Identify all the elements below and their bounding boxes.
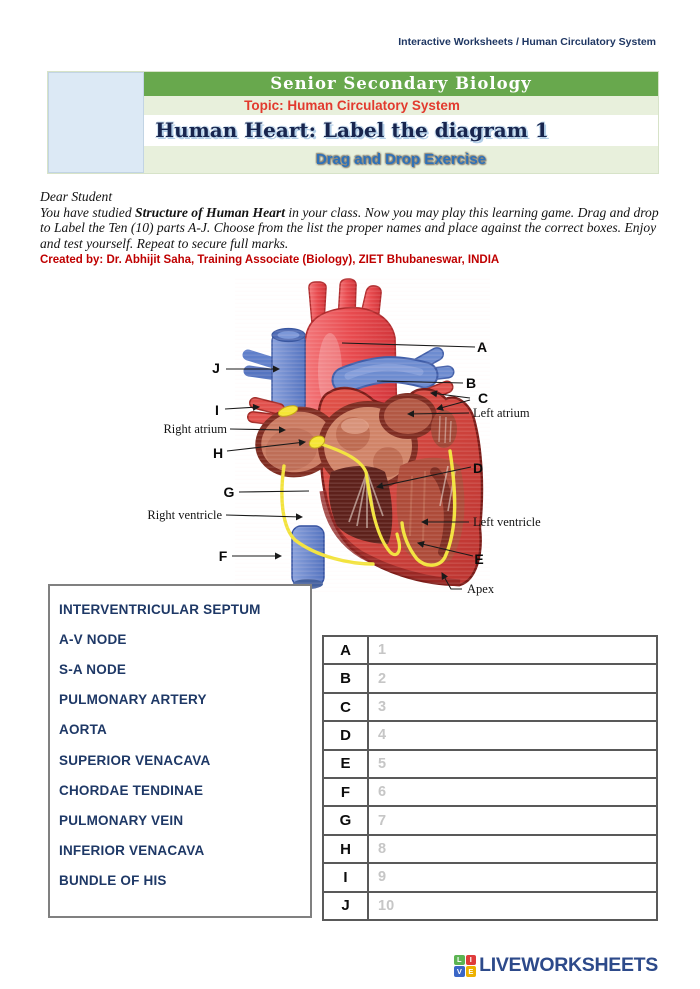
answer-letter-i: I [324, 864, 369, 890]
answer-letter-b: B [324, 665, 369, 691]
diagram-label-g: G [223, 484, 235, 500]
answer-row-a [324, 637, 656, 665]
word-bank-item-superior-venacava[interactable]: SUPERIOR VENACAVA [59, 752, 211, 768]
word-bank-item-bundle-of-his[interactable]: BUNDLE OF HIS [59, 873, 167, 889]
answer-input-j[interactable] [369, 893, 656, 919]
breadcrumb: Interactive Worksheets / Human Circulatory System [398, 36, 656, 48]
diagram-label-j: J [212, 360, 220, 376]
part-label-left-atrium: Left atrium [473, 406, 530, 420]
word-bank-item-aorta[interactable]: AORTA [59, 722, 107, 738]
diagram-label-a: A [476, 339, 488, 355]
answer-input-a[interactable] [369, 637, 656, 663]
word-bank-item-inferior-venacava[interactable]: INFERIOR VENACAVA [59, 843, 205, 859]
part-label-left-ventricle: Left ventricle [473, 515, 541, 529]
instruction-paragraph: You have studied Structure of Human Heart in your class. Now you may play this learning game. Drag and drop to Label the Ten (10) parts A-J. Choose from the list the proper names and place against the correct boxes. Enjoy and test yourself. Repeat to secure full marks. [40, 204, 659, 252]
word-bank-item-pulmonary-artery[interactable]: PULMONARY ARTERY [59, 692, 207, 708]
salutation: Dear Student [40, 189, 113, 204]
answer-input-e[interactable] [369, 751, 656, 777]
exercise-subtitle: Drag and Drop Exercise [144, 146, 658, 173]
answer-letter-j: J [324, 893, 369, 919]
diagram-label-f: F [218, 548, 228, 564]
topic-line: Topic: Human Circulatory System [144, 96, 658, 115]
logo-tile-v: V [454, 966, 465, 977]
answer-row-g [324, 807, 656, 835]
answer-letter-h: H [324, 836, 369, 862]
word-bank-item-sa-node[interactable]: S-A NODE [59, 661, 127, 677]
logo-tile-l: L [454, 955, 465, 966]
answer-input-g[interactable] [369, 807, 656, 833]
answer-input-h[interactable] [369, 836, 656, 862]
logo-text: LIVEWORKSHEETS [479, 954, 658, 976]
answer-table [322, 635, 658, 921]
answer-row-h [324, 836, 656, 864]
answer-row-c [324, 694, 656, 722]
answer-letter-c: C [324, 694, 369, 720]
diagram-label-h: H [212, 445, 224, 461]
answer-row-j [324, 893, 656, 919]
answer-input-b[interactable] [369, 665, 656, 691]
scanline-texture [235, 276, 490, 594]
answer-letter-g: G [324, 807, 369, 833]
word-bank-item-interventricular-septum[interactable]: INTERVENTRICULAR SEPTUM [59, 601, 261, 617]
credit-line: Created by: Dr. Abhijit Saha, Training Associate (Biology), ZIET Bhubaneswar, INDIA [40, 253, 500, 266]
worksheet-header [47, 71, 659, 174]
diagram-label-e: E [474, 551, 484, 567]
answer-input-c[interactable] [369, 694, 656, 720]
answer-row-d [324, 722, 656, 750]
diagram-label-d: D [472, 460, 484, 476]
part-label-right-atrium: Right atrium [163, 422, 227, 436]
heart-diagram [140, 276, 552, 618]
word-bank [48, 584, 312, 918]
instructions [40, 189, 668, 269]
logo-tile-e: E [466, 966, 477, 977]
part-label-apex: Apex [467, 582, 495, 596]
word-bank-item-av-node[interactable]: A-V NODE [59, 631, 127, 647]
answer-input-i[interactable] [369, 864, 656, 890]
header-side-panel [48, 72, 144, 173]
word-bank-item-pulmonary-vein[interactable]: PULMONARY VEIN [59, 812, 184, 828]
part-label-right-ventricle: Right ventricle [147, 508, 222, 522]
answer-row-f [324, 779, 656, 807]
logo-grid-icon [454, 955, 476, 977]
diagram-label-b: B [465, 375, 477, 391]
liveworksheets-logo[interactable] [454, 954, 658, 977]
answer-input-d[interactable] [369, 722, 656, 748]
word-bank-item-chordae-tendinae[interactable]: CHORDAE TENDINAE [59, 782, 204, 798]
logo-tile-i: I [466, 955, 477, 966]
answer-letter-d: D [324, 722, 369, 748]
answer-letter-f: F [324, 779, 369, 805]
diagram-label-i: I [215, 402, 219, 418]
answer-row-i [324, 864, 656, 892]
answer-letter-a: A [324, 637, 369, 663]
diagram-label-c: C [477, 390, 489, 406]
answer-row-b [324, 665, 656, 693]
answer-input-f[interactable] [369, 779, 656, 805]
page-title: Human Heart: Label the diagram 1 [144, 115, 658, 146]
course-title: Senior Secondary Biology [144, 72, 658, 96]
answer-row-e [324, 751, 656, 779]
answer-letter-e: E [324, 751, 369, 777]
